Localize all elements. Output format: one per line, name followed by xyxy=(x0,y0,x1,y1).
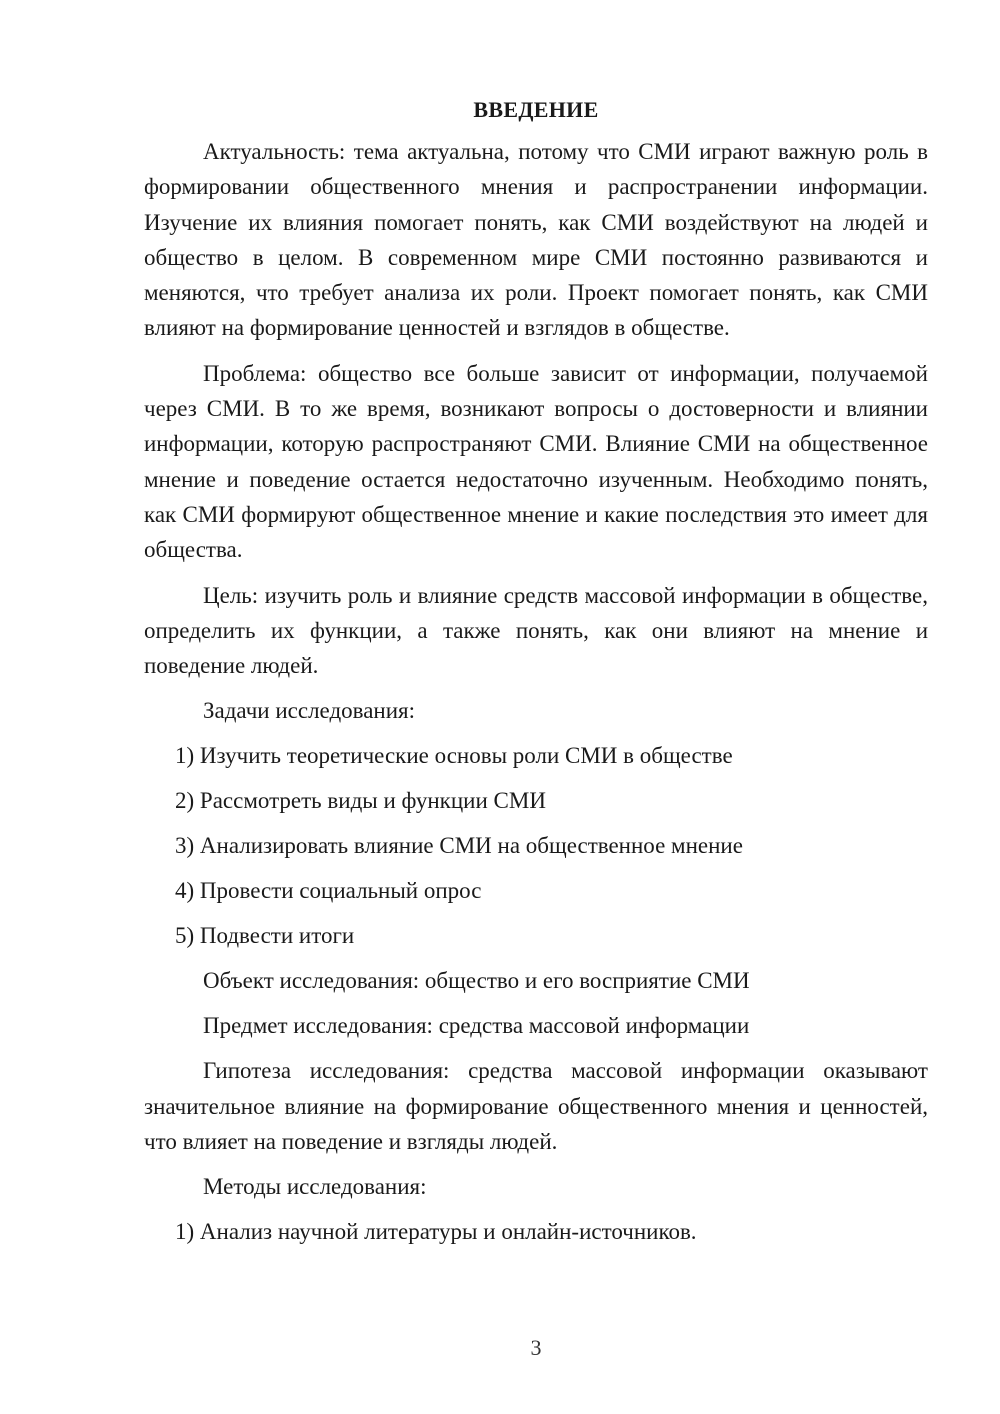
research-subject: Предмет исследования: средства массовой информации xyxy=(203,1013,750,1039)
list-item: 2) Рассмотреть виды и функции СМИ xyxy=(175,788,546,814)
list-item: 4) Провести социальный опрос xyxy=(175,878,482,904)
tasks-list xyxy=(144,738,928,953)
list-item: 3) Анализировать влияние СМИ на общественное мнение xyxy=(175,833,743,859)
tasks-heading: Задачи исследования: xyxy=(203,698,416,724)
hypothesis-paragraph: Гипотеза исследования: средства массовой информации оказывают значительное влияние на формирование общественного мнения и ценностей, что влияет на поведение и взгляды людей. xyxy=(144,1058,928,1155)
goal-paragraph: Цель: изучить роль и влияние средств массовой информации в обществе, определить их функции, а также понять, как они влияют на мнение и поведение людей. xyxy=(144,582,928,679)
page-content xyxy=(144,94,928,1259)
list-item: 5) Подвести итоги xyxy=(175,923,355,949)
list-item: 1) Анализ научной литературы и онлайн-источников. xyxy=(175,1219,697,1245)
section-title: ВВЕДЕНИЕ xyxy=(473,97,599,122)
problem-paragraph: Проблема: общество все больше зависит от информации, получаемой через СМИ. В то же время, возникают вопросы о достоверности и влиянии информации, которую распространяют СМИ. Влияние СМИ на общественное мнение и поведение остается недостаточно изученным. Необходимо понять, как СМИ формируют общественное мнение и какие последствия это имеет для общества. xyxy=(144,360,928,563)
relevance-paragraph: Актуальность: тема актуальна, потому что СМИ играют важную роль в формировании общественного мнения и распространении информации. Изучение их влияния помогает понять, как СМИ воздействуют на людей и общество в целом. В современном мире СМИ постоянно развиваются и меняются, что требует анализа их роли. Проект помогает понять, как СМИ влияют на формирование ценностей и взглядов в обществе. xyxy=(144,139,928,341)
page-number: 3 xyxy=(530,1335,542,1360)
methods-list xyxy=(144,1214,928,1249)
research-object: Объект исследования: общество и его восприятие СМИ xyxy=(203,968,750,994)
methods-heading: Методы исследования: xyxy=(203,1174,427,1200)
list-item: 1) Изучить теоретические основы роли СМИ в обществе xyxy=(175,743,733,769)
